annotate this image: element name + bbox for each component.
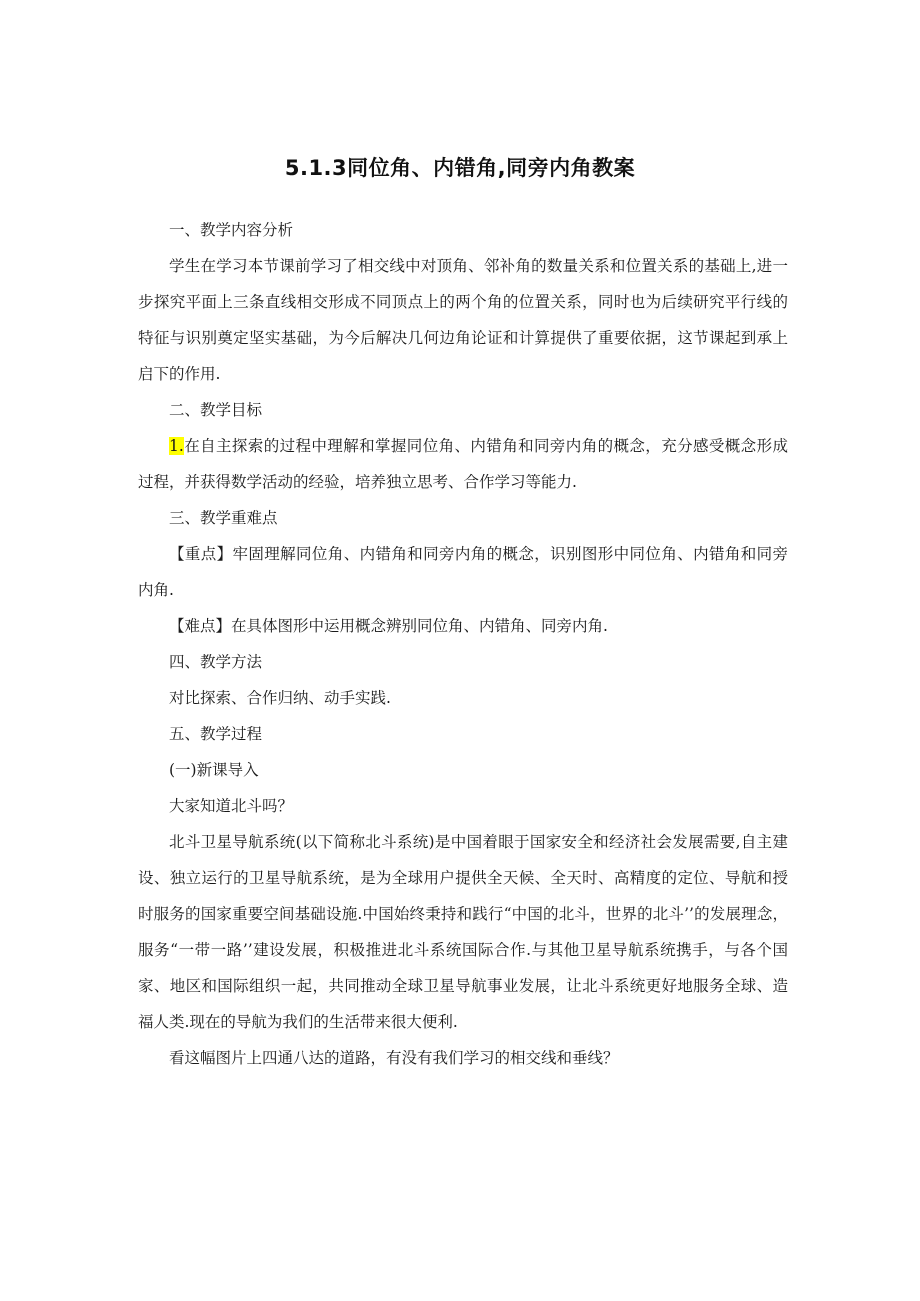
objective-item-1	[138, 428, 788, 500]
difficulty-paragraph: 【难点】在具体图形中运用概念辨别同位角、内错角、同旁内角.	[169, 617, 608, 635]
section-heading-process: 五、教学过程	[169, 725, 263, 743]
section-heading-content-analysis: 一、教学内容分析	[169, 221, 294, 239]
key-point-paragraph: 【重点】牢固理解同位角、内错角和同旁内角的概念，识别图形中同位角、内错角和同旁内角.	[138, 545, 788, 599]
methods-text: 对比探索、合作归纳、动手实践.	[169, 689, 391, 707]
section-heading-methods: 四、教学方法	[169, 653, 263, 671]
highlighted-item-number: 1.	[169, 437, 184, 455]
intro-question: 大家知道北斗吗？	[169, 797, 294, 815]
document-title: 5.1.3同位角、内错角,同旁内角教案	[284, 156, 636, 180]
road-question: 看这幅图片上四通八达的道路，有没有我们学习的相交线和垂线？	[169, 1049, 619, 1067]
content-analysis-paragraph: 学生在学习本节课前学习了相交线中对顶角、邻补角的数量关系和位置关系的基础上,进一步探究平面上三条直线相交形成不同顶点上的两个角的位置关系，同时也为后续研究平行线的特征与识别奠定坚实基础，为今后解决几何边角论证和计算提供了重要依据，这节课起到承上启下的作用.	[138, 257, 788, 383]
beidou-paragraph: 北斗卫星导航系统(以下简称北斗系统)是中国着眼于国家安全和经济社会发展需要,自主建设、独立运行的卫星导航系统，是为全球用户提供全天候、全天时、高精度的定位、导航和授时服务的国家重要空间基础设施.中国始终秉持和践行“中国的北斗，世界的北斗’’的发展理念，服务“一带一路’’建设发展，积极推进北斗系统国际合作.与其他卫星导航系统携手，与各个国家、地区和国际组织一起，共同推动全球卫星导航事业发展，让北斗系统更好地服务全球、造福人类.现在的导航为我们的生活带来很大便利.	[138, 833, 788, 1031]
objective-item-1-text: 在自主探索的过程中理解和掌握同位角、内错角和同旁内角的概念，充分感受概念形成过程，并获得数学活动的经验，培养独立思考、合作学习等能力.	[138, 437, 788, 491]
section-heading-key-points: 三、教学重难点	[169, 509, 278, 527]
section-heading-objectives: 二、教学目标	[169, 401, 263, 419]
subsection-heading-intro: (一)新课导入	[169, 761, 259, 779]
document-body	[138, 212, 788, 1076]
